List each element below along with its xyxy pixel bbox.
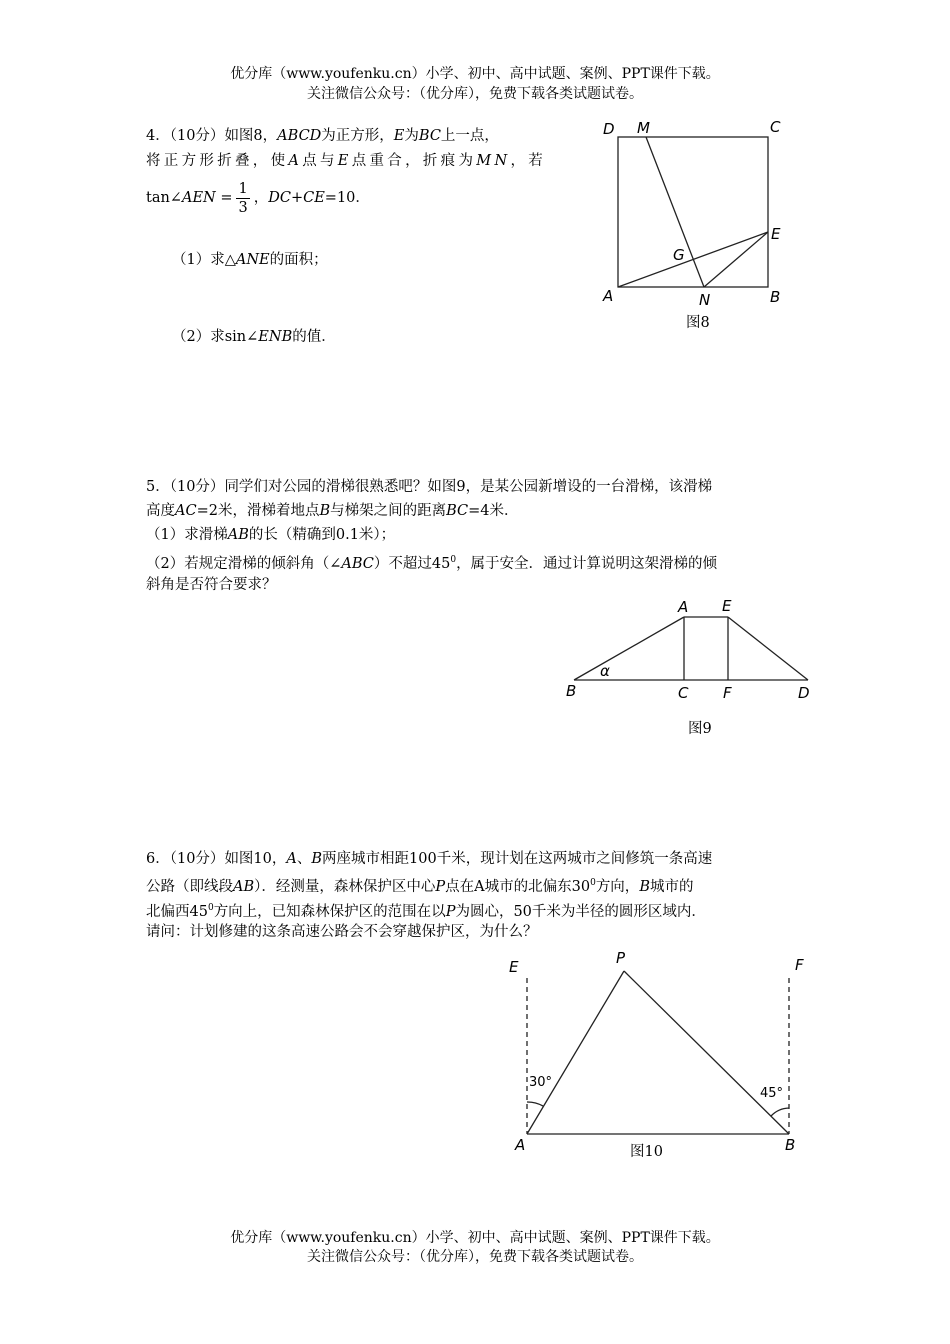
fig8-label-M: M xyxy=(637,119,650,137)
q4-line-1: 4．（10分）如图8，ABCD为正方形，E为BC上一点， xyxy=(146,128,499,144)
q5-number: 5． xyxy=(146,479,170,495)
q5-sub-2: （2）若规定滑梯的倾斜角（∠ABC）不超过$45^0$，属于安全．通过计算说明这架滑梯的倾 xyxy=(146,555,718,572)
q4-line-3: tan∠AEN = $\frac{1}{3}$ ，DC+CE=10． xyxy=(146,180,370,216)
angle-arc-30 xyxy=(527,1102,543,1106)
fig9-caption: 图9 xyxy=(688,721,712,737)
q5-score: （10分） xyxy=(169,479,225,495)
fig10-label-E: E xyxy=(509,958,519,976)
fig10-angle-30: 30° xyxy=(529,1075,553,1090)
header-line-1: 优分库（www.youfenku.cn）小学、初中、高中试题、案例、PPT课件下载。 xyxy=(230,66,720,82)
fig10-label-P: P xyxy=(616,949,626,967)
q5-sub-2-cont: 斜角是否符合要求？ xyxy=(146,577,277,593)
fig8-label-D: D xyxy=(603,120,615,138)
fig8-label-B: B xyxy=(770,288,781,306)
fig10-caption: 图10 xyxy=(630,1144,663,1160)
segment-ap xyxy=(527,971,624,1134)
fig9-label-A: A xyxy=(678,598,689,616)
fraction-numerator: 1 xyxy=(238,180,248,197)
fig9-label-E: E xyxy=(722,597,732,615)
fig10-label-F: F xyxy=(795,956,804,974)
fig9-label-D: D xyxy=(798,684,810,702)
q4-sub-1: （1）求△ANE的面积； xyxy=(172,252,328,268)
fig9-label-C: C xyxy=(678,684,689,702)
fig9-label-alpha: α xyxy=(600,662,610,680)
q6-line-3: 北偏西$45^0$方向上，已知森林保护区的范围在以P为圆心，50千米为半径的圆形区域内． xyxy=(146,903,706,920)
q6-score: （10分） xyxy=(169,851,225,867)
q5-line-2: 高度AC=2米，滑梯着地点B与梯架之间的距离BC=4米． xyxy=(146,503,519,519)
header-line-2: 关注微信公众号：（优分库），免费下载各类试题试卷。 xyxy=(307,86,643,102)
fig9-label-F: F xyxy=(723,684,732,702)
fig8-label-C: C xyxy=(770,118,781,136)
fraction-denominator: 3 xyxy=(238,199,248,216)
fig10-label-A: A xyxy=(515,1136,526,1154)
q6-line-4: 请问：计划修建的这条高速公路会不会穿越保护区，为什么？ xyxy=(146,924,538,940)
q4-line-2: 将正方形折叠，使A点与E点重合，折痕为MN，若 xyxy=(146,153,547,169)
segment-pb xyxy=(624,971,789,1134)
fig8-label-A: A xyxy=(603,287,614,305)
fig8-label-N: N xyxy=(699,291,711,309)
q6-number: 6． xyxy=(146,851,170,867)
fig9-label-B: B xyxy=(566,682,577,700)
footer-line-1: 优分库（www.youfenku.cn）小学、初中、高中试题、案例、PPT课件下载。 xyxy=(230,1230,720,1246)
q6-line-2: 公路（即线段AB）．经测量，森林保护区中心P点在A城市的北偏东$30^0$方向，B城市的 xyxy=(146,878,694,895)
q4-number: 4． xyxy=(146,128,170,144)
fig10-angle-45: 45° xyxy=(760,1086,784,1101)
q5-sub-1: （1）求滑梯AB的长（精确到0.1米）； xyxy=(146,527,396,543)
fig10-label-B: B xyxy=(785,1136,796,1154)
q4-sub-2: （2）求sin∠ENB的值． xyxy=(172,329,336,345)
fig8-label-E: E xyxy=(771,225,781,243)
angle-arc-45 xyxy=(771,1108,789,1116)
q4-score: （10分） xyxy=(169,128,225,144)
fig8-caption: 图8 xyxy=(686,315,710,331)
q5-line-1: 5．（10分）同学们对公园的滑梯很熟悉吧？如图9，是某公园新增设的一台滑梯，该滑梯 xyxy=(146,479,713,495)
q6-line-1: 6．（10分）如图10，A、B两座城市相距100千米，现计划在这两城市之间修筑一条高速 xyxy=(146,851,713,867)
tan-expression: tan∠AEN = xyxy=(146,190,233,206)
footer-line-2: 关注微信公众号：（优分库），免费下载各类试题试卷。 xyxy=(307,1249,643,1265)
fig8-label-G: G xyxy=(673,246,685,264)
